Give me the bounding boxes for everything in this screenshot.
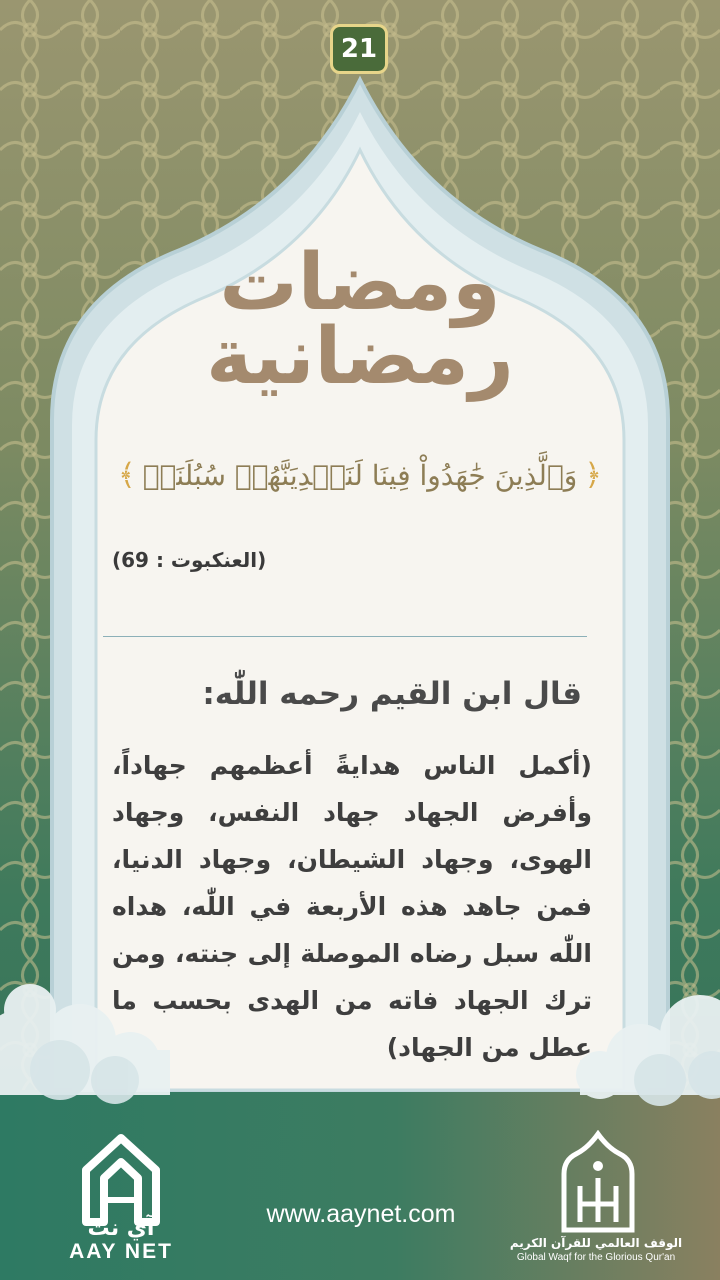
quote-body: (أكمل الناس هدايةً أعظمهم جهاداً، وأفرض الجهاد جهاد النفس، وجهاد الهوى، وجهاد الشيطان، وجهاد الدنيا، فمن جاهد هذه الأربعة في اللّٰه، هداه اللّٰه سبل رضاه الموصلة إلى جنته، ومن ترك الجهاد فاته من الهدى بحسب ما عطل من الجهاد) bbox=[112, 751, 592, 1062]
verse-block bbox=[118, 450, 602, 500]
title-line-2: رمضانية bbox=[206, 312, 514, 402]
waqf-arabic-name: الوقف العالمي للقرآن الكريم bbox=[509, 1236, 683, 1250]
title-line-1: ومضات bbox=[219, 238, 501, 328]
quran-verse: وَٱلَّذِينَ جَٰهَدُواْ فِينَا لَنَهۡدِيَنَّهُمۡ سُبُلَنَاۚ bbox=[142, 458, 578, 492]
verse-reference: (العنكبوت : 69) bbox=[112, 548, 267, 572]
verse-close-ornament: ﴾ bbox=[118, 457, 136, 493]
day-number-badge: 21 bbox=[330, 24, 388, 74]
aaynet-arabic-name: آي نت bbox=[87, 1216, 155, 1241]
waqf-logo-icon bbox=[548, 1130, 648, 1238]
divider bbox=[103, 636, 587, 637]
waqf-english-name: Global Waqf for the Glorious Qur'an bbox=[516, 1252, 676, 1263]
aaynet-latin-name: AAY NET bbox=[69, 1240, 173, 1263]
quote-title: قال ابن القيم رحمه اللّٰه: bbox=[202, 676, 582, 712]
verse-open-ornament: ﴿ bbox=[584, 457, 602, 493]
website-link[interactable]: www.aaynet.com bbox=[266, 1200, 456, 1228]
